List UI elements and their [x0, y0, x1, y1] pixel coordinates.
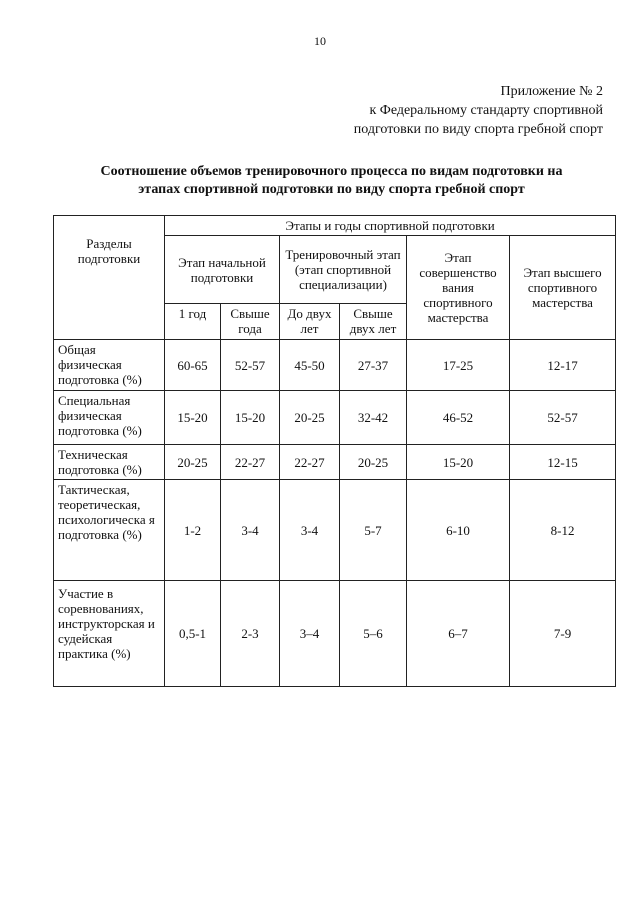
cell-value: 12-15 — [510, 445, 616, 480]
cell-value: 7-9 — [510, 581, 616, 687]
appendix-header — [354, 82, 603, 139]
cell-value: 3–4 — [280, 581, 340, 687]
header-initial-year1: 1 год — [165, 304, 221, 340]
row-label: Тактическая, теоретическая, психологическа я подготовка (%) — [54, 480, 165, 581]
row-label: Участие в соревнованиях, инструкторская и судейская практика (%) — [54, 581, 165, 687]
cell-value: 22-27 — [221, 445, 280, 480]
header-training-over2: Свыше двух лет — [340, 304, 407, 340]
header-training-upto2: До двух лет — [280, 304, 340, 340]
cell-value: 46-52 — [407, 391, 510, 445]
appendix-line-1: Приложение № 2 — [500, 84, 603, 99]
row-label: Общая физическая подготовка (%) — [54, 340, 165, 391]
title-line-1: Соотношение объемов тренировочного процесса по видам подготовки на — [100, 164, 563, 179]
cell-value: 15-20 — [221, 391, 280, 445]
cell-value: 15-20 — [165, 391, 221, 445]
table-row — [54, 391, 616, 445]
cell-value: 3-4 — [221, 480, 280, 581]
cell-value: 32-42 — [340, 391, 407, 445]
header-stage-initial: Этап начальной подготовки — [165, 236, 280, 304]
cell-value: 20-25 — [165, 445, 221, 480]
cell-value: 6-10 — [407, 480, 510, 581]
row-label: Техническая подготовка (%) — [54, 445, 165, 480]
title-line-2: этапах спортивной подготовки по виду спорта гребной спорт — [138, 182, 525, 197]
cell-value: 3-4 — [280, 480, 340, 581]
row-label: Специальная физическая подготовка (%) — [54, 391, 165, 445]
cell-value: 27-37 — [340, 340, 407, 391]
header-stage-training: Тренировочный этап (этап спортивной специализации) — [280, 236, 407, 304]
header-sections: Разделы подготовки — [54, 216, 165, 340]
cell-value: 52-57 — [510, 391, 616, 445]
cell-value: 2-3 — [221, 581, 280, 687]
cell-value: 17-25 — [407, 340, 510, 391]
header-initial-over1: Свыше года — [221, 304, 280, 340]
page-number: 10 — [314, 34, 326, 48]
table-row — [54, 445, 616, 480]
cell-value: 45-50 — [280, 340, 340, 391]
cell-value: 0,5-1 — [165, 581, 221, 687]
table-row — [54, 581, 616, 687]
cell-value: 1-2 — [165, 480, 221, 581]
cell-value: 20-25 — [340, 445, 407, 480]
cell-value: 52-57 — [221, 340, 280, 391]
document-title — [40, 163, 623, 199]
header-stages-group: Этапы и годы спортивной подготовки — [165, 216, 616, 236]
cell-value: 60-65 — [165, 340, 221, 391]
header-stage-improvement: Этап совершенство вания спортивного мастерства — [407, 236, 510, 340]
table-row — [54, 340, 616, 391]
cell-value: 22-27 — [280, 445, 340, 480]
appendix-line-3: подготовки по виду спорта гребной спорт — [353, 122, 603, 137]
header-stage-highest: Этап высшего спортивного мастерства — [510, 236, 616, 340]
appendix-line-2: к Федеральному стандарту спортивной — [369, 103, 603, 118]
cell-value: 5–6 — [340, 581, 407, 687]
cell-value: 6–7 — [407, 581, 510, 687]
training-ratio-table — [53, 215, 616, 687]
table-row — [54, 480, 616, 581]
cell-value: 12-17 — [510, 340, 616, 391]
cell-value: 5-7 — [340, 480, 407, 581]
cell-value: 20-25 — [280, 391, 340, 445]
cell-value: 15-20 — [407, 445, 510, 480]
cell-value: 8-12 — [510, 480, 616, 581]
